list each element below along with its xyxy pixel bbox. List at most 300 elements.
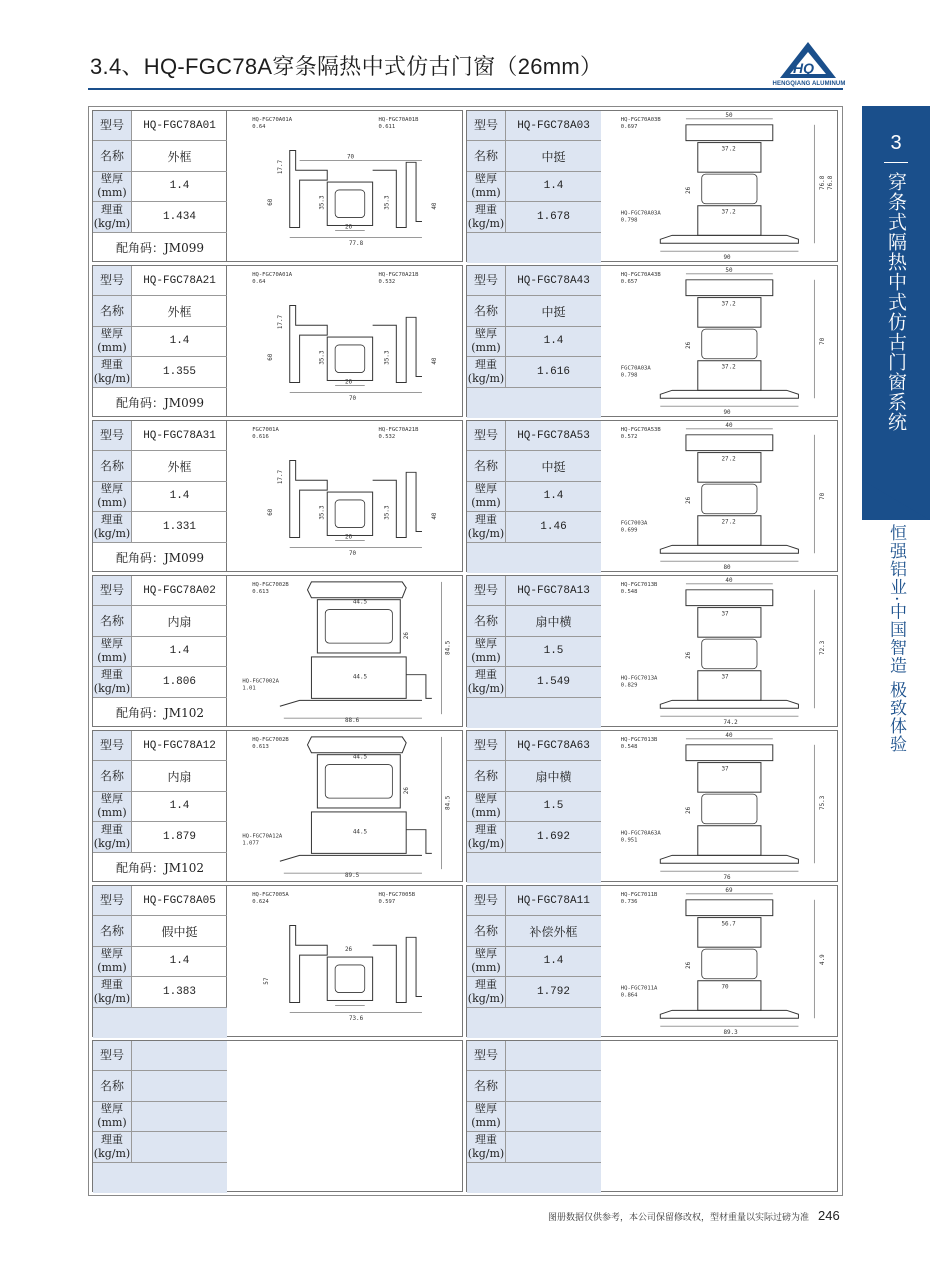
mullion-base [660, 390, 798, 398]
part-code-b: HQ-FGC70A21B [378, 426, 419, 433]
profile-drawing [602, 421, 837, 571]
dim-label: 84.5 [445, 795, 452, 810]
spec-row-model [467, 266, 601, 296]
spec-value-model: HQ-FGC78A05 [143, 894, 216, 907]
spec-label-weight [93, 512, 132, 541]
spec-label-weight [93, 357, 132, 386]
footer-note: 图册数据仅供参考，本公司保留修改权，型材重量以实际过磅为准 [548, 1213, 810, 1223]
part-weight-b: 1.01 [242, 685, 256, 692]
spec-label-line: 壁厚 [474, 637, 497, 651]
mullion-base [660, 700, 798, 708]
spec-unit: (kg/m) [93, 836, 131, 850]
profile-cell [466, 730, 838, 882]
svg-text:HQ: HQ [793, 60, 814, 76]
spec-label-name: 名称 [93, 916, 132, 945]
part-code-a: HQ-FGC7002B [252, 736, 289, 743]
spec-unit: (mm) [471, 651, 501, 665]
spec-value-name [132, 1071, 227, 1100]
spec-value-thickness [132, 1102, 227, 1131]
part-weight-a: 0.572 [620, 433, 638, 440]
spec-label-weight [93, 822, 132, 851]
part-code-a: HQ-FGC70A03B [620, 116, 661, 123]
spec-unit: (kg/m) [93, 216, 131, 230]
part-weight-a: 0.548 [620, 588, 638, 595]
spec-row-weight [467, 822, 601, 852]
spec-value-weight: 1.692 [506, 822, 601, 851]
spec-row-model [93, 576, 227, 606]
part-weight-a: 0.657 [620, 278, 638, 285]
spec-unit: (mm) [97, 496, 127, 510]
dim-label: 37 [721, 766, 729, 773]
dim-label: 37 [721, 674, 729, 681]
dim-label: 26 [685, 651, 692, 659]
profile-cell [92, 730, 463, 882]
thermal-chamber [327, 492, 372, 535]
spec-row-name [467, 296, 601, 326]
spec-label-line: 理重 [101, 202, 123, 216]
part-code-b: HQ-FGC7005B [378, 891, 416, 898]
part-code-b: HQ-FGC70A03A [620, 210, 661, 217]
spec-value-name: 内扇 [167, 614, 192, 629]
chapter-tab [862, 106, 930, 520]
dim-label: 26 [685, 186, 692, 194]
profile-drawing [228, 1041, 462, 1191]
dim-label: 40 [725, 732, 733, 739]
spec-value-model [132, 1041, 227, 1070]
spec-label-line: 理重 [475, 202, 497, 216]
page-number: 246 [818, 1208, 840, 1223]
dim-label: 40 [431, 512, 438, 520]
cross-section-svg [602, 421, 837, 571]
dim-label: 44.5 [352, 599, 368, 606]
corner-code: 配角码：JM099 [115, 551, 204, 566]
dim-label: 90 [723, 410, 731, 416]
mullion-lower-chamber [698, 671, 761, 701]
spec-table [467, 886, 601, 1036]
spec-value-weight: 1.46 [506, 512, 601, 541]
spec-row-name [467, 451, 601, 481]
corner-code: 配角码：JM102 [115, 706, 204, 721]
part-weight-b: 0.798 [620, 217, 638, 224]
spec-label-thickness [93, 327, 132, 356]
spec-value-model: HQ-FGC78A31 [143, 429, 216, 442]
corner-code [467, 543, 601, 573]
profile-right-piece [373, 472, 422, 537]
spec-label-thickness [467, 637, 506, 666]
dim-label: 26 [404, 787, 411, 795]
mullion-top-cap [686, 900, 773, 916]
spec-row-thickness [93, 947, 227, 977]
spec-value-weight: 1.383 [162, 985, 196, 998]
dim-label: 26 [345, 224, 353, 231]
spec-table [467, 731, 601, 881]
spec-value-model: HQ-FGC78A03 [506, 111, 601, 140]
spec-label-thickness [467, 172, 506, 201]
chapter-tab-tip [862, 480, 930, 520]
part-code-b: HQ-FGC7002A [242, 678, 279, 685]
dim-label: 17.7 [277, 159, 284, 175]
spec-row-weight [467, 977, 601, 1007]
dim-label: 73.6 [348, 1016, 364, 1023]
spec-unit: (mm) [471, 496, 501, 510]
cross-section-svg [228, 886, 462, 1036]
spec-label-thickness [93, 947, 132, 976]
profile-drawing [228, 886, 462, 1036]
thermal-chamber [327, 337, 372, 380]
spec-value-model: HQ-FGC78A11 [506, 886, 601, 915]
spec-value-name: 补偿外框 [506, 916, 601, 945]
spec-value-thickness: 1.4 [169, 335, 190, 348]
spec-label-weight [467, 667, 506, 696]
profile-cell [466, 265, 838, 417]
dim-label: 27.2 [721, 519, 736, 526]
profile-right-piece [373, 317, 422, 382]
spec-value-name: 中挺 [506, 296, 601, 325]
dim-label: 35.3 [384, 505, 391, 520]
spec-value-thickness: 1.4 [169, 955, 190, 968]
spec-value-name: 中挺 [506, 451, 601, 480]
part-code-a: HQ-FGC7013B [620, 736, 658, 743]
inner-chamber [335, 500, 365, 528]
part-weight-a: 0.64 [252, 278, 266, 285]
spec-label-name: 名称 [93, 141, 132, 170]
dim-label: 37.2 [721, 209, 736, 216]
dim-label: 88.6 [345, 718, 360, 725]
spec-value-weight: 1.616 [506, 357, 601, 386]
spec-unit: (mm) [97, 806, 127, 820]
profile-drawing [602, 111, 837, 261]
spec-row-model [93, 421, 227, 451]
sash-base [280, 855, 422, 861]
part-weight-a: 0.548 [620, 743, 638, 750]
mullion-base [660, 1010, 798, 1018]
spec-unit: (kg/m) [93, 681, 131, 695]
spec-row-name [467, 761, 601, 791]
spec-unit: (kg/m) [93, 371, 131, 385]
spec-value-thickness: 1.4 [506, 482, 601, 511]
mullion-upper-chamber [698, 763, 761, 793]
profile-drawing [228, 111, 462, 261]
mullion-thermal [702, 174, 757, 204]
part-weight-a: 0.64 [252, 123, 266, 130]
spec-label-line: 壁厚 [474, 482, 497, 496]
cross-section-svg [228, 731, 462, 881]
spec-label-weight [467, 357, 506, 386]
spec-row-thickness [93, 792, 227, 822]
cross-section-svg [602, 731, 837, 881]
part-weight-a: 0.697 [620, 123, 638, 130]
dim-label: 35.3 [319, 195, 326, 210]
part-code-a: HQ-FGC7011B [620, 891, 658, 898]
spec-label-name: 名称 [93, 451, 132, 480]
spec-value-weight: 1.355 [162, 365, 196, 378]
spec-value-name: 外框 [167, 459, 192, 474]
spec-unit: (mm) [97, 961, 127, 975]
spec-table [93, 111, 227, 261]
spec-row-model [467, 1041, 601, 1071]
spec-label-line: 理重 [475, 1132, 497, 1146]
spec-row-model [467, 576, 601, 606]
spec-label-model: 型号 [467, 886, 506, 915]
sash-inner [325, 765, 392, 799]
dim-label: 60 [267, 198, 274, 206]
dim-label: 37.2 [721, 301, 736, 308]
spec-value-model [506, 1041, 601, 1070]
sash-chamber [317, 600, 400, 653]
dim-label: 77.8 [348, 241, 364, 248]
corner-code: 配角码：JM099 [115, 396, 204, 411]
spec-value-name: 外框 [167, 149, 192, 164]
dim-label: 35.3 [319, 350, 326, 365]
inner-chamber [335, 345, 365, 373]
spec-value-thickness: 1.5 [506, 792, 601, 821]
spec-label-line: 壁厚 [100, 637, 123, 651]
spec-label-line: 理重 [475, 357, 497, 371]
dim-label: 60 [267, 353, 274, 361]
spec-value-weight [132, 1132, 227, 1161]
spec-row-model [467, 731, 601, 761]
mullion-top-cap [686, 745, 773, 761]
part-code-b: FGC70A03A [620, 365, 651, 372]
spec-unit: (kg/m) [467, 371, 505, 385]
spec-table [93, 576, 227, 726]
spec-row-weight [93, 822, 227, 852]
spec-row-weight [93, 977, 227, 1007]
spec-label-model: 型号 [93, 731, 132, 760]
dim-label: 70 [348, 551, 357, 558]
spec-value-model: HQ-FGC78A43 [506, 266, 601, 295]
spec-label-line: 壁厚 [100, 482, 123, 496]
spec-unit: (kg/m) [467, 836, 505, 850]
mullion-top-cap [686, 590, 773, 606]
dim-label: 69 [725, 887, 733, 894]
dim-label: 26 [685, 961, 692, 969]
mullion-thermal [702, 329, 757, 359]
spec-label-model: 型号 [93, 886, 132, 915]
spec-label-line: 理重 [475, 667, 497, 681]
part-weight-a: 0.616 [252, 433, 269, 440]
cross-section-svg [602, 886, 837, 1036]
profile-cell [92, 1040, 463, 1192]
sash-flange [406, 830, 432, 854]
part-weight-b: 0.532 [378, 433, 396, 440]
spec-unit: (mm) [471, 1116, 501, 1130]
dim-label: 4.9 [820, 954, 827, 965]
mullion-lower-chamber [698, 826, 761, 856]
dim-label: 17.7 [277, 469, 284, 485]
spec-value-model: HQ-FGC78A02 [143, 584, 216, 597]
dim-label: 40 [725, 577, 733, 584]
part-code-b: HQ-FGC7011A [620, 985, 658, 992]
spec-value-thickness [506, 1102, 601, 1131]
spec-value-weight: 1.434 [162, 210, 196, 223]
part-weight-b: 0.699 [620, 527, 638, 534]
spec-row-weight [93, 357, 227, 387]
spec-value-name: 扇中横 [506, 761, 601, 790]
dim-label: 44.5 [352, 754, 368, 761]
dim-label: 56.7 [721, 921, 736, 928]
dim-label: 40 [431, 202, 438, 210]
corner-code [467, 233, 601, 263]
spec-row-weight [467, 667, 601, 697]
spec-row-weight [467, 512, 601, 542]
profile-cell [92, 110, 463, 262]
spec-label-thickness [467, 482, 506, 511]
profile-left-piece [290, 460, 328, 537]
spec-row-thickness [467, 947, 601, 977]
spec-unit: (kg/m) [93, 1146, 131, 1160]
part-code-a: HQ-FGC7005A [252, 891, 289, 898]
dim-label: 40 [431, 357, 438, 365]
part-code-a: FGC7001A [252, 426, 279, 433]
dim-label: 89.5 [345, 873, 360, 880]
spec-value-thickness: 1.4 [169, 490, 190, 503]
spec-row-thickness [93, 482, 227, 512]
spec-value-name: 内扇 [167, 769, 192, 784]
corner-code: 配角码：JM099 [115, 241, 204, 256]
spec-value-name: 假中挺 [161, 924, 198, 939]
spec-value-weight: 1.806 [162, 675, 196, 688]
spec-table [93, 266, 227, 416]
spec-label-name: 名称 [467, 296, 506, 325]
spec-row-thickness [93, 1102, 227, 1132]
spec-unit: (kg/m) [467, 991, 505, 1005]
spec-row-name [93, 606, 227, 636]
spec-label-model: 型号 [467, 576, 506, 605]
spec-value-thickness: 1.4 [169, 800, 190, 813]
spec-label-weight [93, 1132, 132, 1161]
spec-row-model [93, 111, 227, 141]
dim-label: 70 [721, 984, 729, 991]
sash-flange [406, 675, 432, 699]
mullion-base [660, 855, 798, 863]
profile-drawing [602, 266, 837, 416]
chapter-title: 穿条式隔热中式仿古门窗系统 [885, 172, 907, 432]
cross-section-svg [602, 111, 837, 261]
spec-row-name [93, 141, 227, 171]
spec-row-weight [93, 1132, 227, 1162]
dim-label: 89.3 [723, 1030, 738, 1036]
spec-row-model [467, 886, 601, 916]
spec-label-line: 壁厚 [100, 1102, 123, 1116]
spec-value-model: HQ-FGC78A01 [143, 119, 216, 132]
part-weight-a: 0.624 [252, 898, 269, 905]
spec-value-weight: 1.331 [162, 520, 196, 533]
spec-label-line: 壁厚 [474, 1102, 497, 1116]
spec-row-name [93, 296, 227, 326]
profile-drawing [602, 576, 837, 726]
profile-cell [92, 885, 463, 1037]
part-code-a: HQ-FGC70A43B [620, 271, 661, 278]
thermal-chamber [327, 182, 372, 225]
dim-label: 26 [685, 341, 692, 349]
spec-label-name: 名称 [93, 1071, 132, 1100]
spec-label-thickness [93, 637, 132, 666]
spec-label-thickness [93, 1102, 132, 1131]
spec-label-model: 型号 [93, 1041, 132, 1070]
spec-row-weight [93, 202, 227, 232]
spec-table [93, 731, 227, 881]
part-code-a: HQ-FGC70A01A [252, 271, 293, 278]
dim-label: 37.2 [721, 364, 736, 371]
spec-row-model [467, 421, 601, 451]
spec-row-weight [467, 202, 601, 232]
spec-unit: (mm) [471, 186, 501, 200]
dim-label: 50 [725, 112, 733, 119]
part-weight-a: 0.613 [252, 588, 269, 595]
spec-row-name [93, 451, 227, 481]
dim-label: 26 [404, 632, 411, 640]
spec-label-line: 壁厚 [474, 327, 497, 341]
mullion-thermal [702, 794, 757, 824]
cross-section-svg [602, 266, 837, 416]
spec-unit: (kg/m) [467, 526, 505, 540]
spec-row-name [93, 761, 227, 791]
spec-label-thickness [93, 482, 132, 511]
sash-top-piece [308, 582, 407, 598]
profile-drawing [602, 1041, 837, 1191]
dim-label: 35.3 [384, 195, 391, 210]
spec-value-name [506, 1071, 601, 1100]
profile-left-piece [290, 925, 328, 1002]
spec-label-line: 理重 [101, 977, 123, 991]
dim-label: 27.2 [721, 456, 736, 463]
profile-drawing [602, 731, 837, 881]
side-slogan: 恒强铝业·中国智造 极致体验 [886, 524, 906, 753]
dim-label: 84.5 [445, 640, 452, 655]
spec-value-weight: 1.549 [506, 667, 601, 696]
spec-unit: (kg/m) [93, 526, 131, 540]
spec-value-model: HQ-FGC78A12 [143, 739, 216, 752]
spec-row-model [93, 266, 227, 296]
spec-value-model: HQ-FGC78A21 [143, 274, 216, 287]
dim-label: 70 [348, 396, 357, 403]
spec-label-line: 壁厚 [100, 172, 123, 186]
dim-label: 70 [820, 492, 827, 500]
dim-label: 90 [723, 255, 731, 261]
mullion-thermal [702, 484, 757, 514]
page-title: 3.4、HQ-FGC78A穿条隔热中式仿古门窗（26mm） [90, 54, 603, 79]
thermal-chamber [327, 957, 372, 1000]
spec-label-name: 名称 [93, 606, 132, 635]
dim-label: 17.7 [277, 314, 284, 330]
dim-label: 75.3 [820, 795, 827, 810]
profile-cell [466, 1040, 838, 1192]
spec-row-thickness [93, 327, 227, 357]
dim-label: 26 [345, 534, 353, 541]
spec-label-weight [467, 977, 506, 1006]
spec-table [467, 421, 601, 571]
mullion-top-cap [686, 435, 773, 451]
part-weight-b: 0.611 [378, 123, 396, 130]
spec-value-thickness: 1.4 [169, 180, 190, 193]
part-weight-b: 0.829 [620, 682, 638, 689]
part-code-b: HQ-FGC70A63A [620, 830, 661, 837]
part-weight-b: 0.798 [620, 372, 638, 379]
spec-row-name [467, 606, 601, 636]
spec-value-name: 中挺 [506, 141, 601, 170]
spec-label-weight [467, 202, 506, 231]
title-rule [88, 88, 843, 90]
corner-code: 配角码：JM102 [115, 861, 204, 876]
part-code-b: HQ-FGC70A01B [378, 116, 419, 123]
corner-code [93, 1163, 227, 1193]
spec-label-line: 理重 [101, 512, 123, 526]
profile-cell [466, 575, 838, 727]
spec-label-model: 型号 [93, 266, 132, 295]
spec-row-weight [467, 357, 601, 387]
mullion-top-cap [686, 280, 773, 296]
